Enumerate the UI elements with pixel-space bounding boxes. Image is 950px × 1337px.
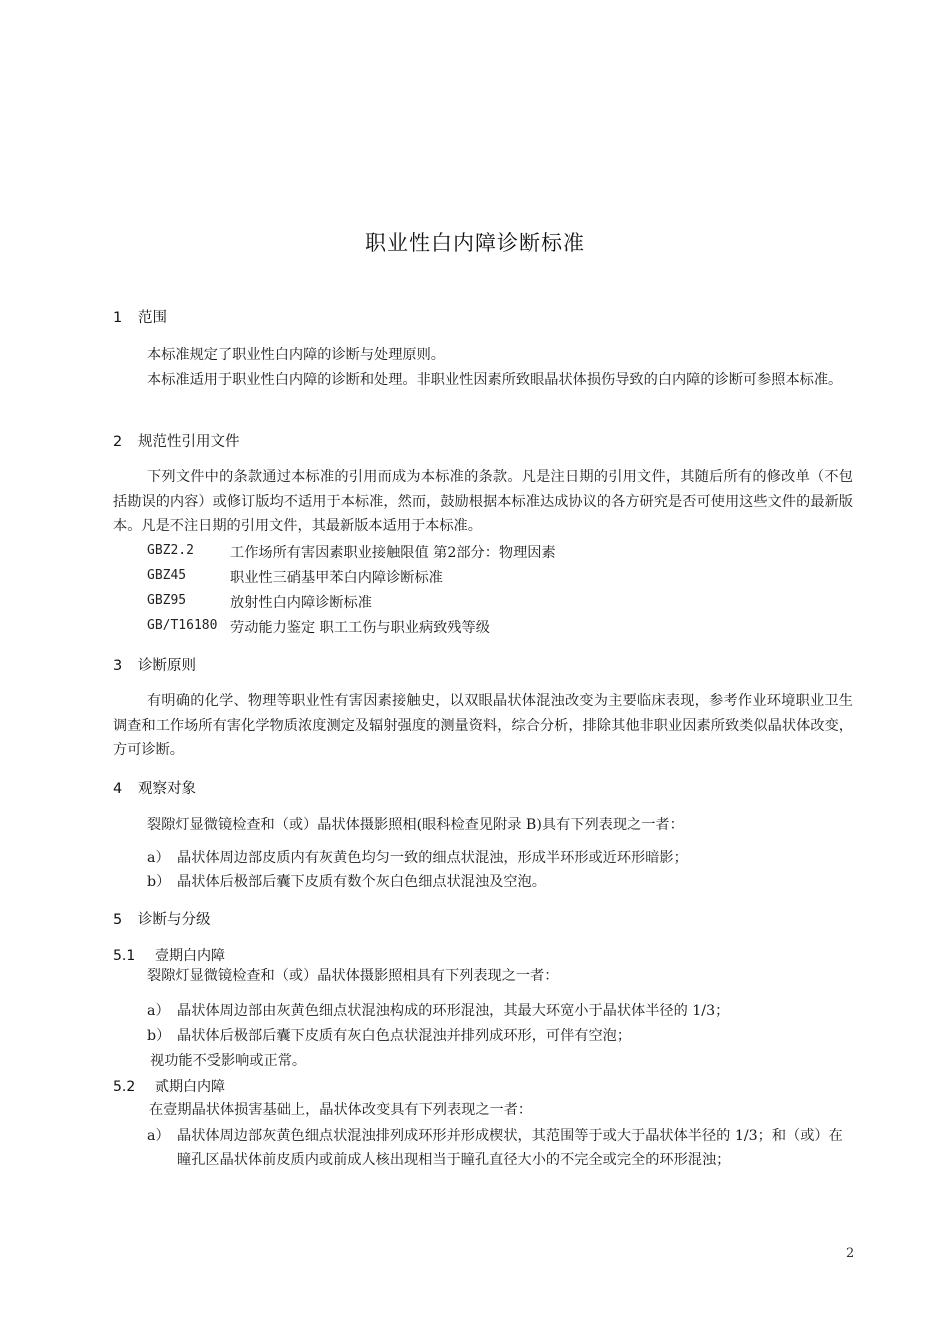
list-marker: a） bbox=[147, 1128, 170, 1144]
page-number: 2 bbox=[846, 1246, 855, 1261]
reference-code: GBZ2.2 bbox=[147, 543, 194, 558]
section-number: 5 bbox=[113, 912, 123, 928]
section-title: 规范性引用文件 bbox=[138, 434, 240, 450]
section-number: 2 bbox=[113, 434, 123, 450]
paragraph: 在壹期晶状体损害基础上，晶状体改变具有下列表现之一者： bbox=[149, 1102, 533, 1118]
subsection-number: 5.1 bbox=[113, 948, 136, 964]
subsection-title: 贰期白内障 bbox=[155, 1079, 225, 1095]
list-item bbox=[147, 1124, 853, 1172]
section-heading-5 bbox=[113, 908, 211, 929]
list-text: 晶状体后极部后囊下皮质有数个灰白色细点状混浊及空泡。 bbox=[177, 874, 546, 890]
note-text: 视功能不受影响或正常。 bbox=[150, 1053, 307, 1069]
list-marker: b） bbox=[147, 874, 171, 890]
section-number: 1 bbox=[113, 310, 123, 326]
list-text: 晶状体周边部灰黄色细点状混浊排列成环形并形成楔状，其范围等于或大于晶状体半径的 1/3；和（或）在瞳孔区晶状体前皮质内或前成人核出现相当于瞳孔直径大小的不完全或完全的环形混浊； bbox=[177, 1128, 843, 1168]
list-item bbox=[147, 870, 853, 894]
list-item bbox=[147, 1024, 853, 1048]
section-number: 4 bbox=[113, 781, 123, 797]
list-marker: a） bbox=[147, 850, 170, 866]
list-item bbox=[147, 846, 853, 870]
document-title: 职业性白内障诊断标准 bbox=[365, 231, 585, 255]
subsection-title: 壹期白内障 bbox=[155, 948, 225, 964]
section-number: 3 bbox=[113, 658, 123, 674]
paragraph: 下列文件中的条款通过本标准的引用而成为本标准的条款。凡是注日期的引用文件，其随后所有的修改单（不包括勘误的内容）或修订版均不适用于本标准，然而，鼓励根据本标准达成协议的各方研究是否可使用这些文件的最新版本。凡是不注日期的引用文件，其最新版本适用于本标准。 bbox=[113, 469, 853, 534]
section-heading-3 bbox=[113, 654, 196, 675]
reference-code: GBZ95 bbox=[147, 593, 187, 608]
reference-title: 职业性三硝基甲苯白内障诊断标准 bbox=[230, 570, 443, 586]
list-text: 晶状体后极部后囊下皮质有灰白色点状混浊并排列成环形，可伴有空泡； bbox=[177, 1028, 632, 1044]
paragraph: 裂隙灯显微镜检查和（或）晶状体摄影照相(眼科检查见附录 B)具有下列表现之一者： bbox=[147, 817, 684, 833]
section-heading-4 bbox=[113, 777, 196, 798]
reference-title: 劳动能力鉴定 职工工伤与职业病致残等级 bbox=[230, 620, 490, 636]
paragraph: 有明确的化学、物理等职业性有害因素接触史，以双眼晶状体混浊改变为主要临床表现，参考作业环境职业卫生调查和工作场所有害化学物质浓度测定及辐射强度的测量资料，综合分析，排除其他非职业因素所致类似晶状体改变，方可诊断。 bbox=[113, 693, 853, 758]
subsection-number: 5.2 bbox=[113, 1079, 136, 1095]
reference-title: 工作场所有害因素职业接触限值 第2部分：物理因素 bbox=[230, 545, 556, 561]
section-title: 诊断原则 bbox=[138, 658, 196, 674]
paragraph: 本标准规定了职业性白内障的诊断与处理原则。 bbox=[147, 347, 445, 363]
list-item bbox=[147, 999, 853, 1023]
list-marker: b） bbox=[147, 1028, 171, 1044]
list-text: 晶状体周边部皮质内有灰黄色均匀一致的细点状混浊，形成半环形或近环形暗影； bbox=[177, 850, 688, 866]
reference-code: GBZ45 bbox=[147, 568, 187, 583]
section-heading-1 bbox=[113, 306, 167, 327]
section-title: 诊断与分级 bbox=[138, 912, 211, 928]
subsection-heading-5-2 bbox=[113, 1076, 225, 1096]
section-title: 观察对象 bbox=[138, 781, 196, 797]
subsection-heading-5-1 bbox=[113, 945, 225, 965]
section-title: 范围 bbox=[138, 310, 167, 326]
paragraph: 本标准适用于职业性白内障的诊断和处理。非职业性因素所致眼晶状体损伤导致的白内障的诊断可参照本标准。 bbox=[147, 372, 843, 388]
reference-title: 放射性白内障诊断标准 bbox=[230, 595, 372, 611]
reference-code: GB/T16180 bbox=[147, 618, 218, 633]
list-text: 晶状体周边部由灰黄色细点状混浊构成的环形混浊，其最大环宽小于晶状体半径的 1/3； bbox=[177, 1003, 730, 1019]
list-marker: a） bbox=[147, 1003, 170, 1019]
section-heading-2 bbox=[113, 430, 240, 451]
paragraph: 裂隙灯显微镜检查和（或）晶状体摄影照相具有下列表现之一者： bbox=[147, 968, 559, 984]
